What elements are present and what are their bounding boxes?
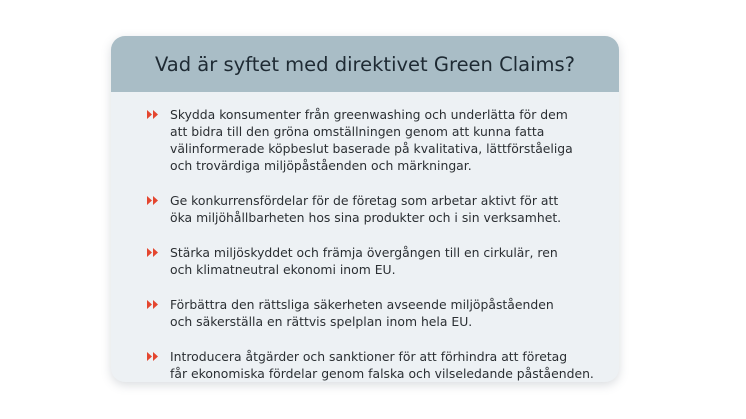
double-chevron-right-icon [147,192,170,209]
list-item-text: Stärka miljöskyddet och främja övergången till en cirkulär, ren och klimatneutral ekonomi inom EU. [170,245,558,277]
double-chevron-right-icon [147,244,170,261]
list-item [147,192,602,226]
list-item [147,348,602,382]
bullet-list [147,106,602,382]
double-chevron-right-icon [147,296,170,313]
double-chevron-right-icon [147,106,170,123]
list-item [147,106,602,174]
list-item [147,244,602,278]
list-item-text: Förbättra den rättsliga säkerheten avseende miljöpåståenden och säkerställa en rättvis spelplan inom hela EU. [170,297,554,329]
list-item-text: Introducera åtgärder och sanktioner för att förhindra att företag får ekonomiska fördelar genom falska och vilseledande påståenden. [170,349,594,381]
list-item-text: Skydda konsumenter från greenwashing och underlätta för dem att bidra till den gröna omställningen genom att kunna fatta välinformerade köpbeslut baserade på kvalitativa, lättförståeliga och trovärdiga miljöpåståenden och märkningar. [170,107,573,173]
list-item [147,296,602,330]
card-header [111,36,619,92]
card-title: Vad är syftet med direktivet Green Claims? [154,52,576,76]
list-item-text: Ge konkurrensfördelar för de företag som arbetar aktivt för att öka miljöhållbarheten hos sina produkter och i sin verksamhet. [170,193,562,225]
info-card [111,36,619,382]
double-chevron-right-icon [147,348,170,365]
